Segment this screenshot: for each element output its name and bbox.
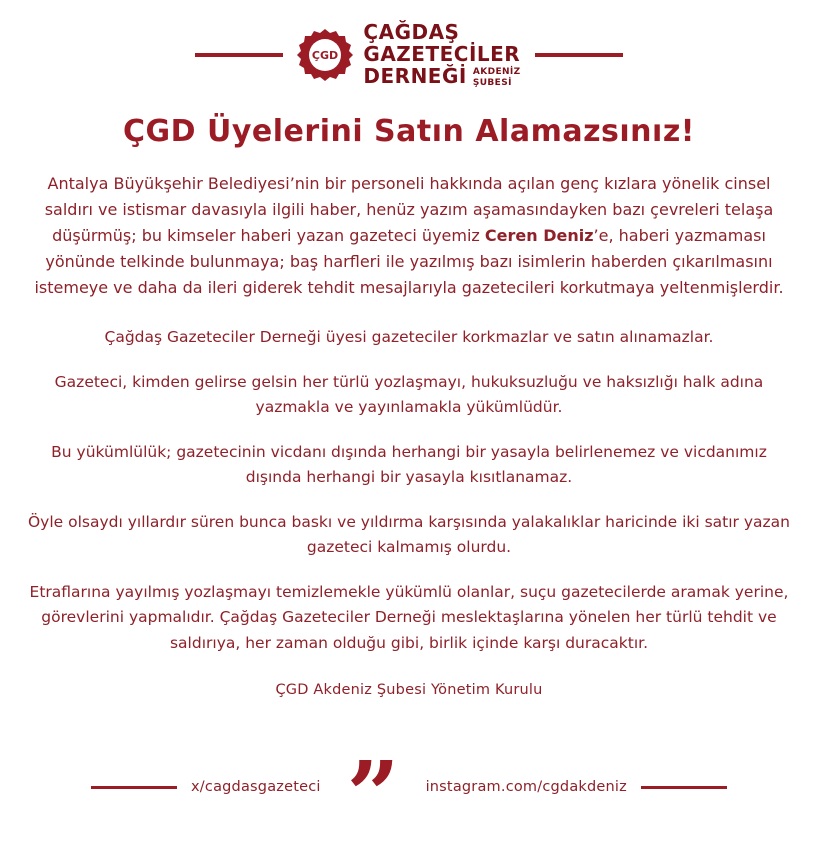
logo-line-3: DERNEĞİ	[363, 64, 467, 88]
header-rule-right	[535, 53, 623, 57]
footer	[0, 740, 818, 849]
page-title: ÇGD Üyelerini Satın Alamazsınız!	[123, 114, 695, 149]
footer-left	[91, 779, 321, 795]
quote-mark-icon: ”	[346, 740, 400, 849]
logo-sub-2: ŞUBESİ	[472, 77, 512, 88]
paragraph-2: Çağdaş Gazeteciler Derneği üyesi gazeteciler korkmazlar ve satın alınamazlar.	[104, 327, 714, 346]
header-rule-left	[195, 53, 283, 57]
paragraph-1-before: Antalya Büyükşehir Belediyesi’nin bir personeli hakkında açılan genç kızlara yönelik cinsel saldırı ve istismar davasıyla ilgili haber, henüz yazım aşamasındayken bazı çevreleri telaşa düşürmüş; bu kimseler haberi yazan gazeteci üyemiz	[44, 174, 774, 245]
logo-wordmark	[363, 22, 520, 88]
paragraph-3: Gazeteci, kimden gelirse gelsin her türlü yozlaşmayı, hukuksuzluğu ve haksızlığı halk adına yazmakla ve yayınlamakla yükümlüdür.	[54, 372, 764, 416]
header	[0, 0, 818, 88]
logo-subtitle	[473, 67, 521, 88]
paragraph-1	[26, 171, 792, 301]
logo-sub-1: AKDENİZ	[472, 67, 521, 78]
svg-text:ÇGD: ÇGD	[312, 49, 339, 62]
paragraph-6: Etraflarına yayılmış yozlaşmayı temizlemekle yükümlü olanlar, suçu gazetecilerde aramak yerine, görevlerini yapmalıdır. Çağdaş Gazeteciler Derneği meslektaşlarına yönelen her türlü tehdit ve saldırıya, her zaman olduğu gibi, birlik içinde karşı duracaktır.	[29, 583, 789, 652]
footer-rule-right	[641, 786, 727, 789]
footer-right	[426, 779, 727, 795]
statement-body	[0, 171, 818, 698]
journalist-name: Ceren Deniz	[484, 225, 594, 245]
organization-logo	[297, 22, 520, 88]
logo-line-2: GAZETECİLER	[363, 42, 521, 66]
paragraph-5: Öyle olsaydı yıllardır süren bunca baskı ve yıldırma karşısında yalakalıklar haricinde iki satır yazan gazeteci kalmamış olurdu.	[27, 513, 790, 557]
paragraph-4: Bu yükümlülük; gazetecinin vicdanı dışında herhangi bir yasayla belirlenemez ve vicdanımız dışında herhangi bir yasayla kısıtlanamaz.	[51, 442, 767, 486]
logo-line-1: ÇAĞDAŞ	[363, 20, 460, 44]
signature: ÇGD Akdeniz Şubesi Yönetim Kurulu	[275, 681, 543, 698]
paragraph-1-after: ’e, haberi yazmaması yönünde telkinde bulunmaya; baş harfleri ile yazılmış bazı isimlerin haberden çıkarılmasını istemeye ve daha da ileri giderek tehdit mesajlarıyla gazetecileri korkutmaya yeltenmişlerdir.	[34, 225, 784, 297]
x-profile-link[interactable]: x/cagdasgazeteci	[191, 779, 321, 796]
gear-logo-icon	[297, 27, 353, 83]
logo-line-3-row	[363, 66, 520, 88]
instagram-profile-link[interactable]: instagram.com/cgdakdeniz	[425, 779, 627, 796]
footer-rule-left	[91, 786, 177, 789]
